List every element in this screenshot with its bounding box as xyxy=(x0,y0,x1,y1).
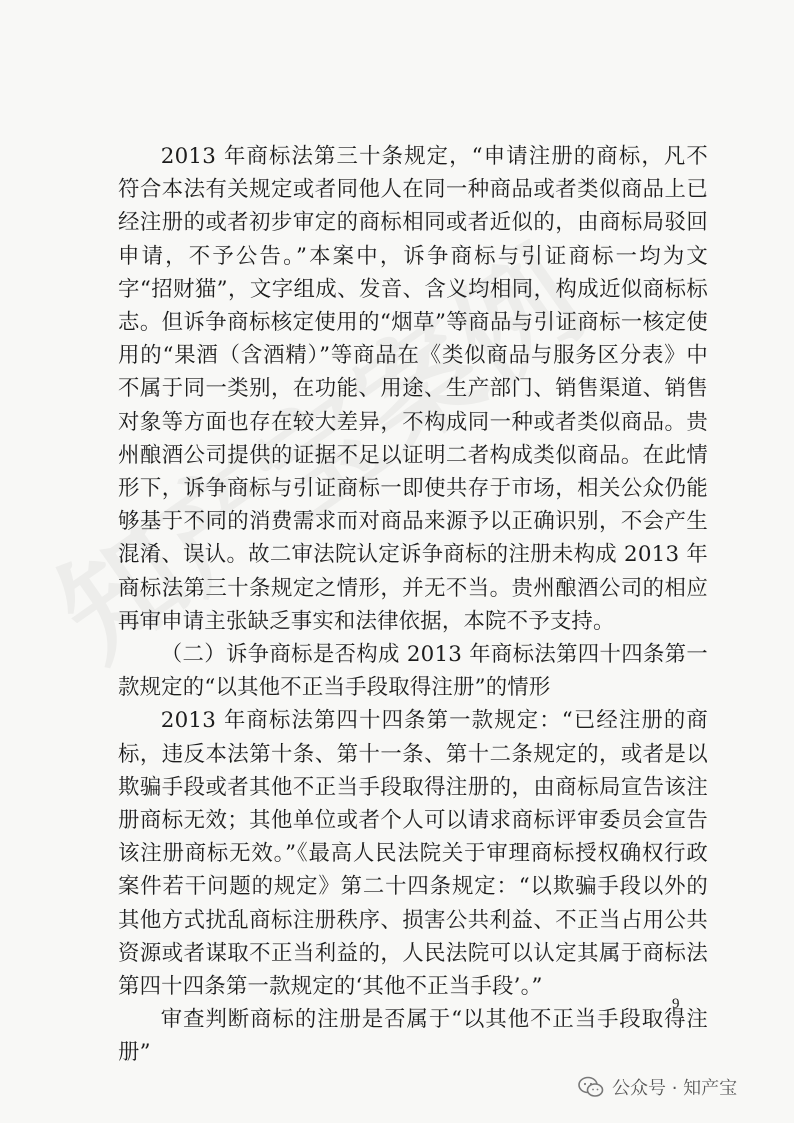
paragraph-article-30: 2013 年商标法第三十条规定，“申请注册的商标，凡不符合本法有关规定或者同他人在同一种商品或者类似商品上已经注册的或者初步审定的商标相同或者近似的，由商标局驳回申请，不予公告。”本案中，诉争商标与引证商标一均为文字“招财猫”，文字组成、发音、含义均相同，构成近似商标标志。但诉争商标核定使用的“烟草”等商品与引证商标一核定使用的“果酒（含酒精）”等商品在《类似商品与服务区分表》中不属于同一类别，在功能、用途、生产部门、销售渠道、销售对象等方面也存在较大差异，不构成同一种或者类似商品。贵州酿酒公司提供的证据不足以证明二者构成类似商品。在此情形下，诉争商标与引证商标一即使共存于市场，相关公众仍能够基于不同的消费需求而对商品来源予以正确识别，不会产生混淆、误认。故二审法院认定诉争商标的注册未构成 2013 年商标法第三十条规定之情形，并无不当。贵州酿酒公司的相应再审申请主张缺乏事实和法律依据，本院不予支持。 xyxy=(118,144,708,634)
paragraph-article-44: 2013 年商标法第四十四条第一款规定：“已经注册的商标，违反本法第十条、第十一条、第十二条规定的，或者是以欺骗手段或者其他不正当手段取得注册的，由商标局宣告该注册商标无效；其他单位或者个人可以请求商标评审委员会宣告该注册商标无效。”《最高人民法院关于审理商标授权确权行政案件若干问题的规定》第二十四条规定：“以欺骗手段以外的其他方式扰乱商标注册秩序、损害公共利益、不正当占用公共资源或者谋取不正当利益的，人民法院可以认定其属于商标法第四十四条第一款规定的‘其他不正当手段’。” xyxy=(118,708,708,1000)
footer-account-label: 公众号 · 知产宝 xyxy=(612,1078,738,1099)
paragraph-review: 审查判断商标的注册是否属于“以其他不正当手段取得注册” xyxy=(118,1007,708,1066)
section-heading-2: （二）诉争商标是否构成 2013 年商标法第四十四条第一款规定的“以其他不正当手段取得注册”的情形 xyxy=(118,642,708,701)
wechat-icon xyxy=(578,1076,604,1098)
document-body xyxy=(118,140,708,1070)
page-number: 9 xyxy=(672,996,680,1012)
footer-source xyxy=(578,1072,737,1102)
